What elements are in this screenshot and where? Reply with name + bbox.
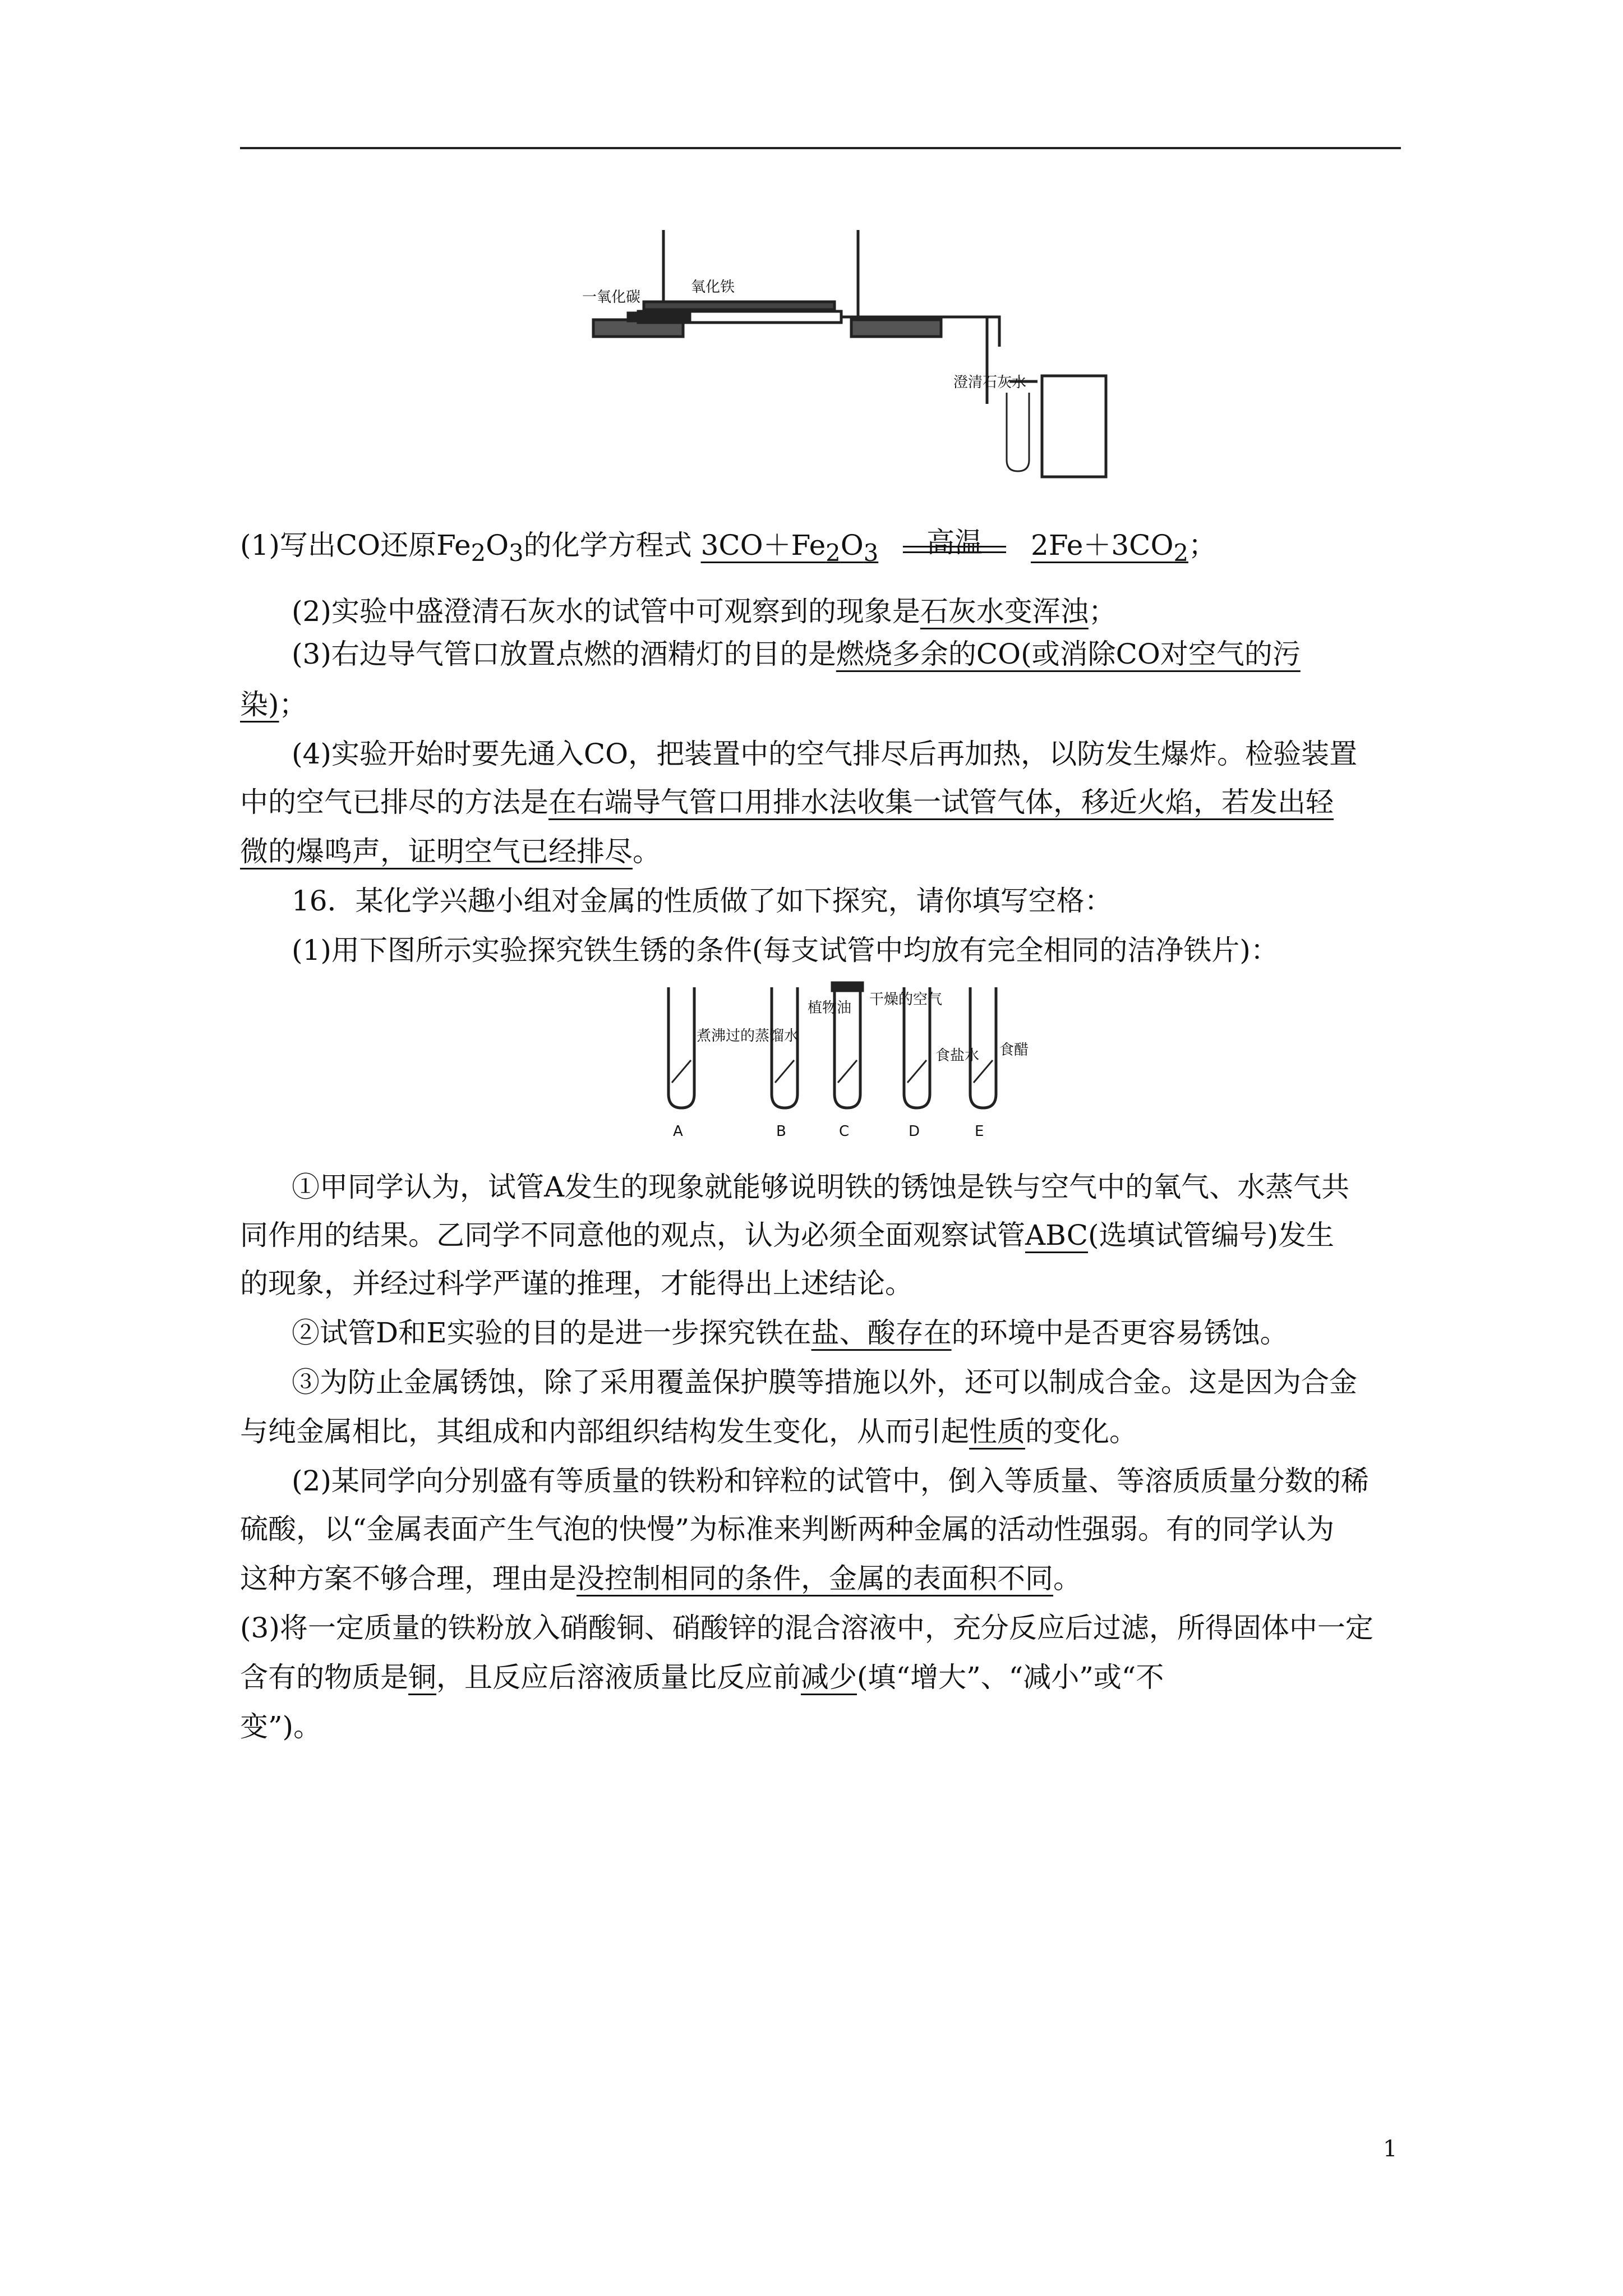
q15-item3: (3)右边导气管口放置点燃的酒精灯的目的是燃烧多余的CO(或消除CO对空气的污 — [292, 638, 1301, 670]
tube-d-label: 食盐水 — [935, 1047, 980, 1064]
q16-2-cont2: 这种方案不够合理，理由是没控制相同的条件，金属的表面积不同。 — [240, 1562, 1081, 1595]
tube-letter-a: A — [673, 1123, 683, 1140]
tube-c-label: 干燥的空气 — [869, 991, 943, 1008]
q16-1-3: ③为防止金属锈蚀，除了采用覆盖保护膜等措施以外，还可以制成合金。这是因为合金 — [292, 1366, 1357, 1398]
q15-item4-cont2: 微的爆鸣声，证明空气已经排尽。 — [240, 835, 661, 868]
q15-item4: (4)实验开始时要先通入CO，把装置中的空气排尽后再加热，以防发生爆炸。检验装置 — [292, 738, 1358, 770]
limewater-label: 澄清石灰水 — [953, 374, 1027, 391]
q15-item2: (2)实验中盛澄清石灰水的试管中可观察到的现象是石灰水变浑浊； — [292, 595, 1117, 628]
q15-item3-cont: 染)； — [240, 688, 307, 721]
reaction-condition: 高温 — [893, 532, 1016, 555]
q15-item4-cont: 中的空气已排尽的方法是在右端导气管口用排水法收集一试管气体，移近火焰，若发出轻 — [240, 786, 1334, 818]
fe2o3-label: 氧化铁 — [691, 279, 735, 296]
q16-1-1: ①甲同学认为，试管A发生的现象就能够说明铁的锈蚀是铁与空气中的氧气、水蒸气共 — [292, 1171, 1350, 1203]
q16-2-cont: 硫酸，以“金属表面产生气泡的快慢”为标准来判断两种金属的活动性强弱。有的同学认为 — [240, 1513, 1335, 1545]
tube-a-label: 煮沸过的蒸馏水 — [697, 1028, 799, 1045]
q16-part1-intro: (1)用下图所示实验探究铁生锈的条件(每支试管中均放有完全相同的洁净铁片)： — [292, 934, 1279, 967]
tube-letter-d: D — [909, 1123, 920, 1140]
q16-2: (2)某同学向分别盛有等质量的铁粉和锌粒的试管中，倒入等质量、等溶质质量分数的稀 — [292, 1465, 1369, 1497]
co-label: 一氧化碳 — [582, 289, 641, 306]
q16-3-cont2: 变”)。 — [240, 1710, 322, 1743]
q16-title: 16．某化学兴趣小组对金属的性质做了如下探究，请你填写空格： — [292, 885, 1113, 917]
tube-b-label: 植物油 — [808, 1000, 852, 1016]
tube-letter-b: B — [776, 1123, 786, 1140]
q16-1-2: ②试管D和E实验的目的是进一步探究铁在盐、酸存在的环境中是否更容易锈蚀。 — [292, 1317, 1288, 1349]
tube-letter-c: C — [839, 1123, 850, 1140]
q16-1-1-cont2: 的现象，并经过科学严谨的推理，才能得出上述结论。 — [240, 1267, 913, 1300]
q16-1-3-cont: 与纯金属相比，其组成和内部组织结构发生变化，从而引起性质的变化。 — [240, 1415, 1137, 1448]
q16-1-1-cont: 同作用的结果。乙同学不同意他的观点，认为必须全面观察试管ABC(选填试管编号)发生 — [240, 1219, 1335, 1251]
tube-letter-e: E — [975, 1123, 984, 1140]
tube-e-label: 食醋 — [999, 1042, 1029, 1059]
q16-3-cont: 含有的物质是铜，且反应后溶液质量比反应前减少(填“增大”、“减小”或“不 — [240, 1661, 1164, 1694]
q16-3: (3)将一定质量的铁粉放入硝酸铜、硝酸锌的混合溶液中，充分反应后过滤，所得固体中一定 — [240, 1612, 1373, 1644]
q15-item1: (1)写出CO还原$Fe_2O_3$的化学方程式 $3CO+Fe_2O_3$ 高温 $2Fe+3CO_2$； — [240, 526, 1216, 567]
page-number: 1 — [1383, 2136, 1398, 2162]
